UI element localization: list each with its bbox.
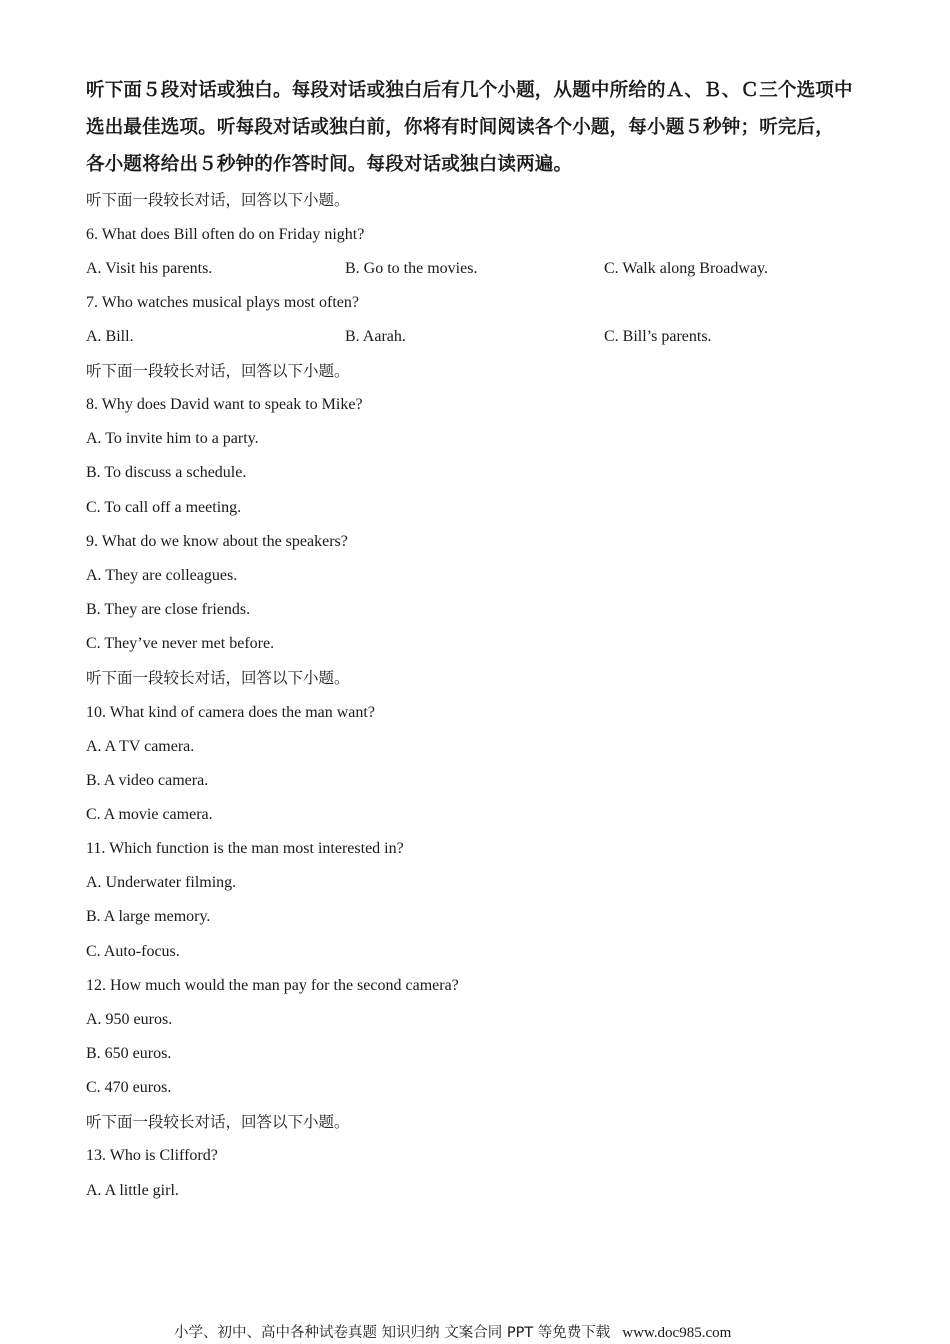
q7-option-b: B. Aarah. <box>345 328 406 345</box>
q12-option-b: B. 650 euros. <box>86 1045 172 1062</box>
q12-option-a: A. 950 euros. <box>86 1011 173 1028</box>
q6-option-c: C. Walk along Broadway. <box>604 260 769 277</box>
q10-option-c: C. A movie camera. <box>86 806 213 823</box>
question-10: 10. What kind of camera does the man want? <box>86 704 375 721</box>
question-12: 12. How much would the man pay for the second camera? <box>86 977 459 994</box>
instructions-line-2: 选出最佳选项。听每段对话或独白前，你将有时间阅读各个小题，每小题５秒钟；听完后， <box>86 117 835 138</box>
q8-option-c: C. To call off a meeting. <box>86 499 242 516</box>
instructions-line-1: 听下面５段对话或独白。每段对话或独白后有几个小题，从题中所给的Ａ、Ｂ、Ｃ三个选项中 <box>86 80 853 101</box>
q9-option-c: C. They’ve never met before. <box>86 635 275 652</box>
q13-option-a: A. A little girl. <box>86 1182 179 1199</box>
question-13: 13. Who is Clifford? <box>86 1147 218 1164</box>
section-heading-2: 听下面一段较长对话，回答以下小题。 <box>86 362 350 380</box>
section-heading-4: 听下面一段较长对话，回答以下小题。 <box>86 1113 350 1131</box>
footer-text: 小学、初中、高中各种试卷真题 知识归纳 文案合同 PPT 等免费下载 <box>174 1325 611 1341</box>
q10-option-b: B. A video camera. <box>86 772 209 789</box>
question-9: 9. What do we know about the speakers? <box>86 533 348 550</box>
q6-option-a: A. Visit his parents. <box>86 260 213 277</box>
q7-option-c: C. Bill’s parents. <box>604 328 712 345</box>
q9-option-b: B. They are close friends. <box>86 601 251 618</box>
question-11: 11. Which function is the man most interested in? <box>86 840 404 857</box>
footer-link[interactable]: www.doc985.com <box>622 1325 732 1341</box>
section-heading-1: 听下面一段较长对话，回答以下小题。 <box>86 191 350 209</box>
q11-option-c: C. Auto-focus. <box>86 943 180 960</box>
q7-option-a: A. Bill. <box>86 328 134 345</box>
q9-option-a: A. They are colleagues. <box>86 567 238 584</box>
q6-option-b: B. Go to the movies. <box>345 260 478 277</box>
q10-option-a: A. A TV camera. <box>86 738 195 755</box>
q12-option-c: C. 470 euros. <box>86 1079 172 1096</box>
q8-option-b: B. To discuss a schedule. <box>86 464 247 481</box>
question-8: 8. Why does David want to speak to Mike? <box>86 396 363 413</box>
instructions <box>86 72 866 183</box>
section-heading-3: 听下面一段较长对话，回答以下小题。 <box>86 669 350 687</box>
page-footer <box>174 1323 731 1343</box>
q11-option-b: B. A large memory. <box>86 908 211 925</box>
question-6: 6. What does Bill often do on Friday night? <box>86 226 365 243</box>
question-7: 7. Who watches musical plays most often? <box>86 294 359 311</box>
q11-option-a: A. Underwater filming. <box>86 874 237 891</box>
q8-option-a: A. To invite him to a party. <box>86 430 259 447</box>
instructions-line-3: 各小题将给出５秒钟的作答时间。每段对话或独白读两遍。 <box>86 154 573 175</box>
